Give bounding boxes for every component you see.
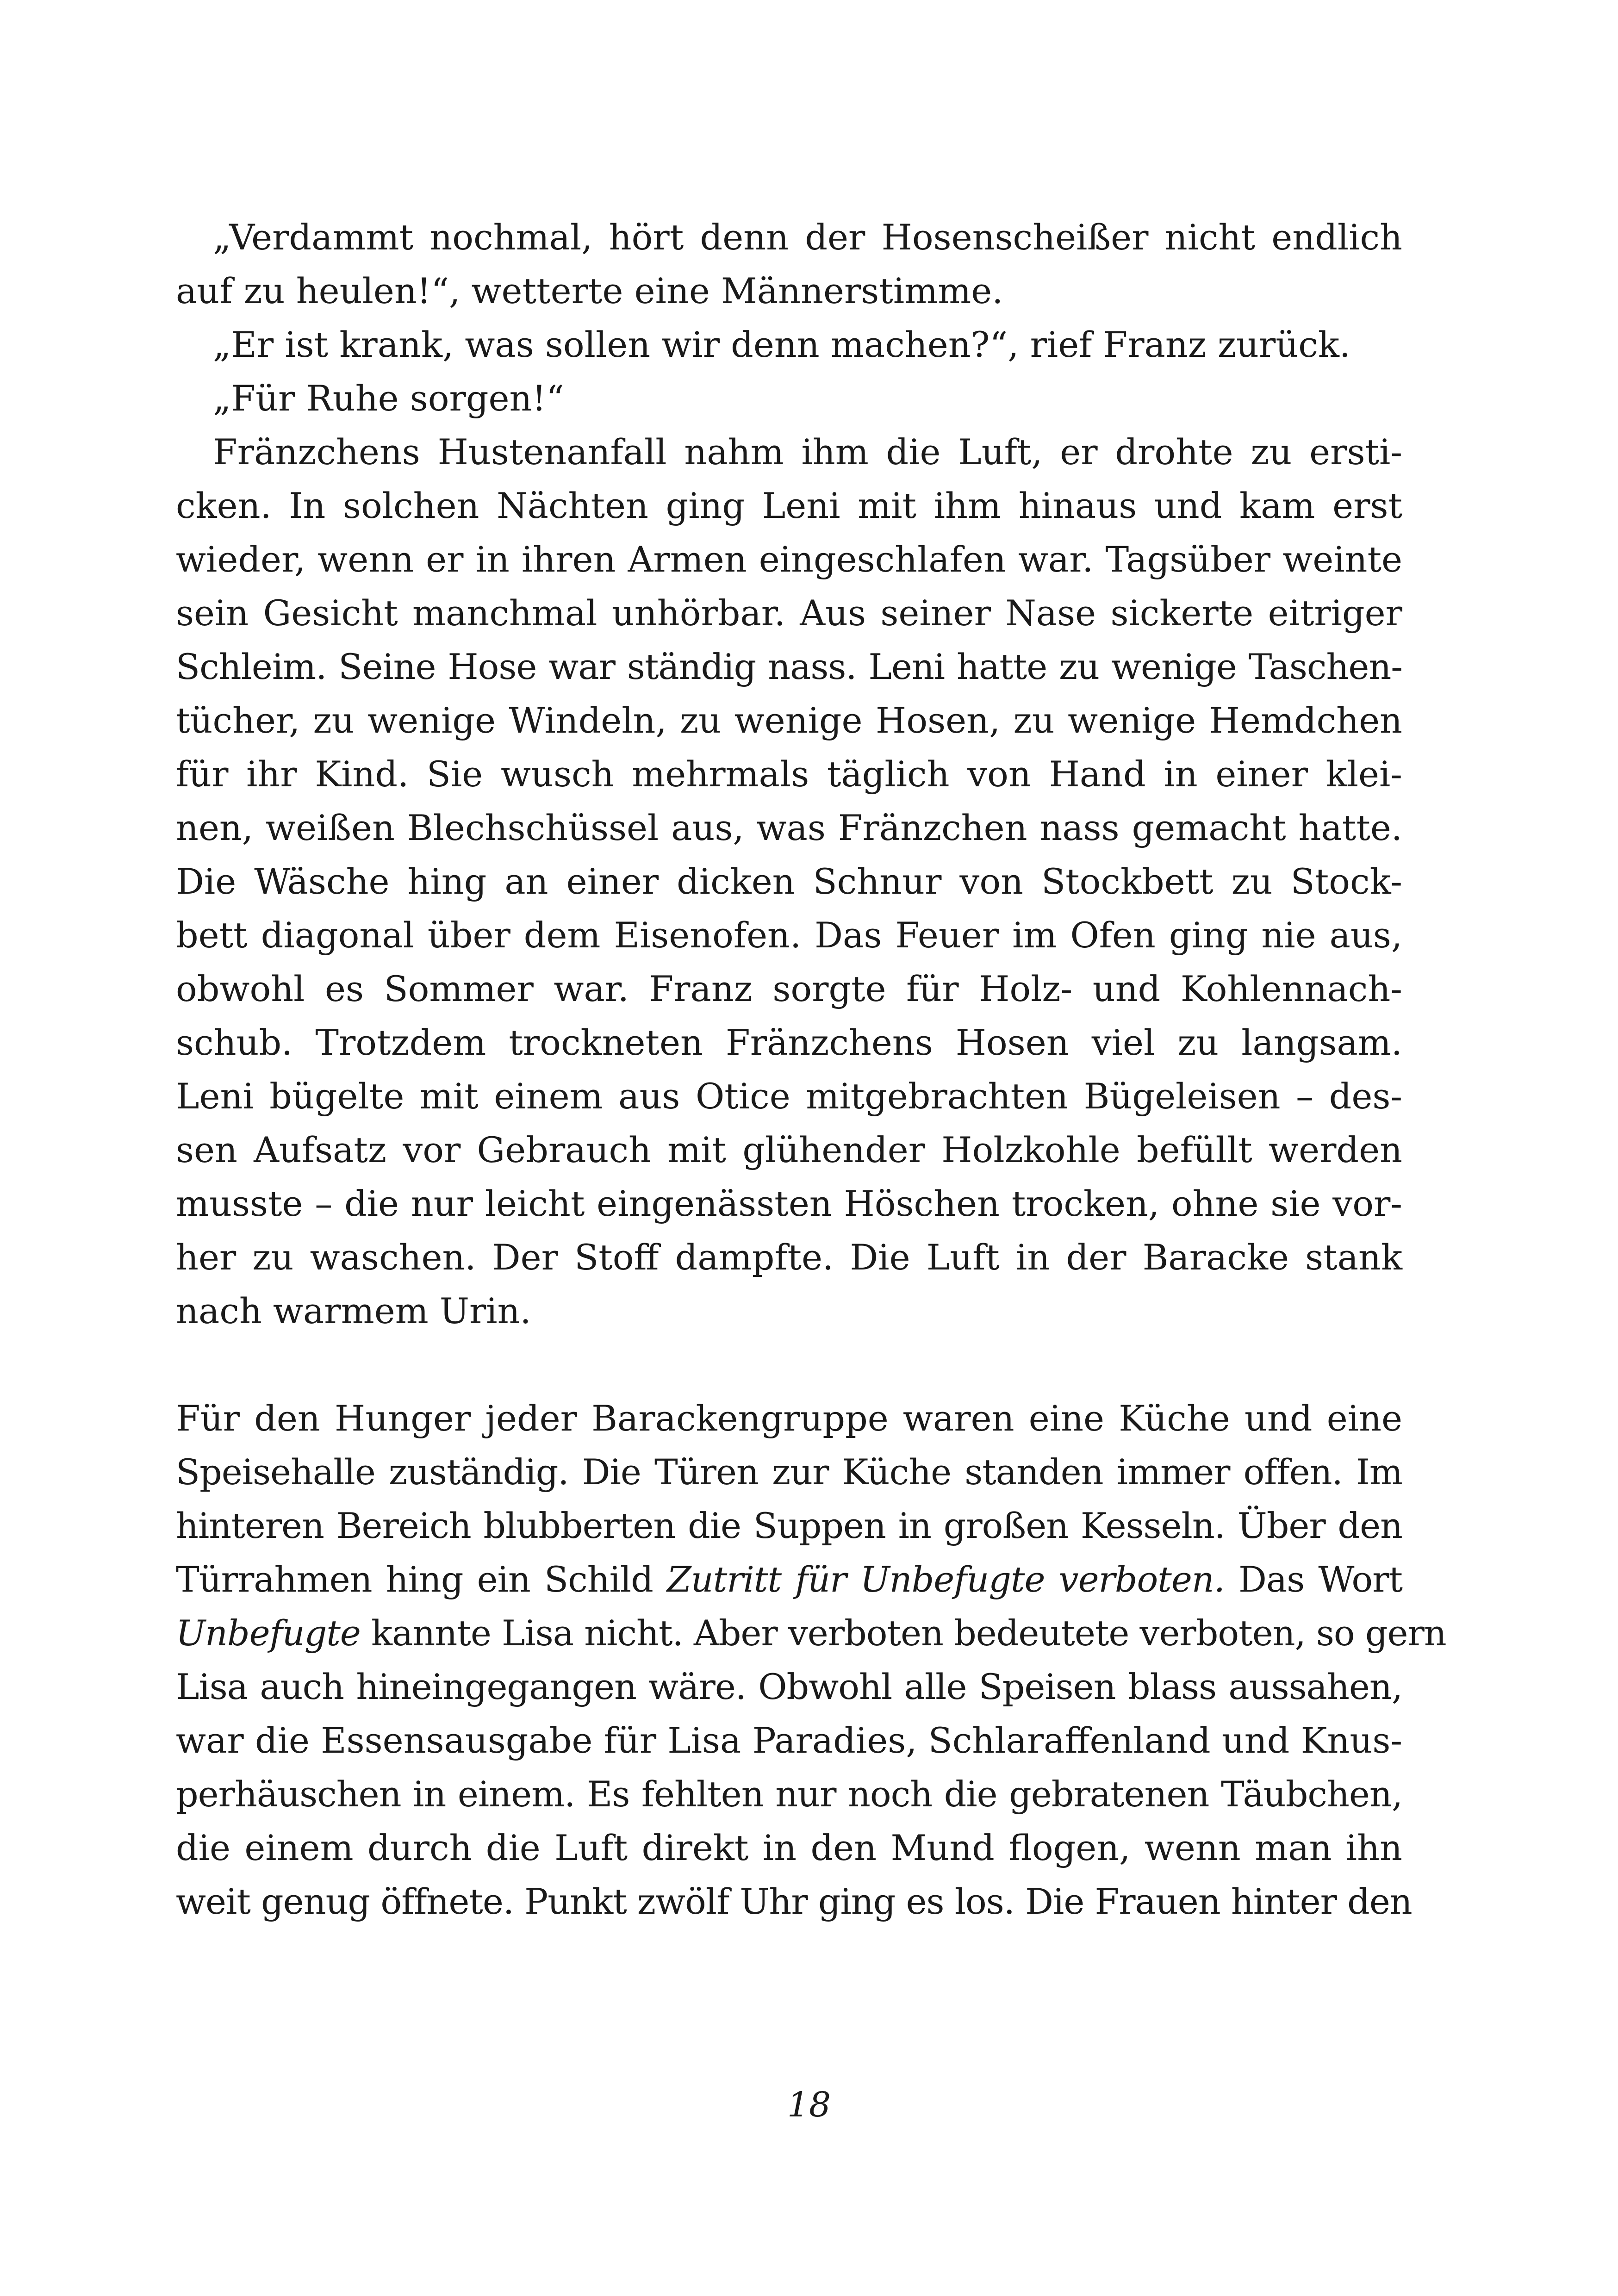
emphasized-word: Unbefugte <box>176 1612 361 1654</box>
text-line: cken. In solchen Nächten ging Leni mit ihm hinaus und kam erst <box>176 485 1402 526</box>
text-line: Die Wäsche hing an einer dicken Schnur von Stockbett zu Stock- <box>176 861 1402 902</box>
text-line: auf zu heulen!“, wetterte eine Männerstimme. <box>176 270 1003 311</box>
text-line: Fränzchens Hustenanfall nahm ihm die Luft, er drohte zu ersti- <box>213 431 1402 473</box>
text-line: perhäuschen in einem. Es fehlten nur noch die gebratenen Täubchen, <box>176 1773 1402 1815</box>
text-line: hinteren Bereich blubberten die Suppen in großen Kesseln. Über den <box>176 1505 1402 1546</box>
text-line: schub. Trotzdem trockneten Fränzchens Hosen viel zu langsam. <box>176 1022 1402 1063</box>
text-line: musste – die nur leicht eingenässten Höschen trocken, ohne sie vor- <box>176 1183 1402 1224</box>
text-line: tücher, zu wenige Windeln, zu wenige Hosen, zu wenige Hemdchen <box>176 700 1402 741</box>
text-line: sein Gesicht manchmal unhörbar. Aus seiner Nase sickerte eitriger <box>176 592 1402 634</box>
text-line: Schleim. Seine Hose war ständig nass. Leni hatte zu wenige Taschen- <box>176 646 1402 687</box>
text-line: Speisehalle zuständig. Die Türen zur Küche standen immer offen. Im <box>176 1451 1402 1493</box>
text-line: weit genug öffnete. Punkt zwölf Uhr ging es los. Die Frauen hinter den <box>176 1881 1412 1922</box>
book-page <box>176 211 1446 1929</box>
text-line: her zu waschen. Der Stoff dampfte. Die Luft in der Baracke stank <box>176 1237 1402 1278</box>
text-line: Lisa auch hineingegangen wäre. Obwohl alle Speisen blass aussahen, <box>176 1666 1402 1707</box>
text-line: nach warmem Urin. <box>176 1290 531 1332</box>
text-line <box>176 1606 1446 1660</box>
page-number: 18 <box>787 2085 831 2125</box>
paragraph-2 <box>176 1392 1446 1929</box>
text-line: wieder, wenn er in ihren Armen eingeschlafen war. Tagsüber weinte <box>176 539 1402 580</box>
text-line: für ihr Kind. Sie wusch mehrmals täglich von Hand in einer klei- <box>176 753 1402 795</box>
text-line: „Er ist krank, was sollen wir denn machen?“, rief Franz zurück. <box>213 324 1351 365</box>
sign-text: Zutritt für Unbefugte verboten. <box>666 1559 1225 1600</box>
text-run: kannte Lisa nicht. Aber verboten bedeutete verboten, so gern <box>360 1612 1446 1654</box>
text-line: die einem durch die Luft direkt in den Mund flogen, wenn man ihn <box>176 1827 1402 1868</box>
text-line: nen, weißen Blechschüssel aus, was Fränzchen nass gemacht hatte. <box>176 807 1402 848</box>
text-line: sen Aufsatz vor Gebrauch mit glühender Holzkohle befüllt werden <box>176 1129 1402 1170</box>
text-run: Das Wort <box>1224 1559 1402 1600</box>
text-line <box>176 1553 1402 1606</box>
text-run: Türrahmen hing ein Schild <box>176 1559 667 1600</box>
text-line: Für den Hunger jeder Barackengruppe waren eine Küche und eine <box>176 1398 1402 1439</box>
text-line: Leni bügelte mit einem aus Otice mitgebrachten Bügeleisen – des- <box>176 1076 1402 1117</box>
text-line: bett diagonal über dem Eisenofen. Das Feuer im Ofen ging nie aus, <box>176 915 1402 956</box>
paragraph-1 <box>176 211 1402 1338</box>
text-line: „Für Ruhe sorgen!“ <box>213 378 564 419</box>
text-line: obwohl es Sommer war. Franz sorgte für Holz- und Kohlennach- <box>176 968 1402 1009</box>
text-line: war die Essensausgabe für Lisa Paradies, Schlaraffenland und Knus- <box>176 1720 1402 1761</box>
paragraph-gap <box>176 1338 1402 1392</box>
text-line: „Verdammt nochmal, hört denn der Hosenscheißer nicht endlich <box>213 217 1402 258</box>
